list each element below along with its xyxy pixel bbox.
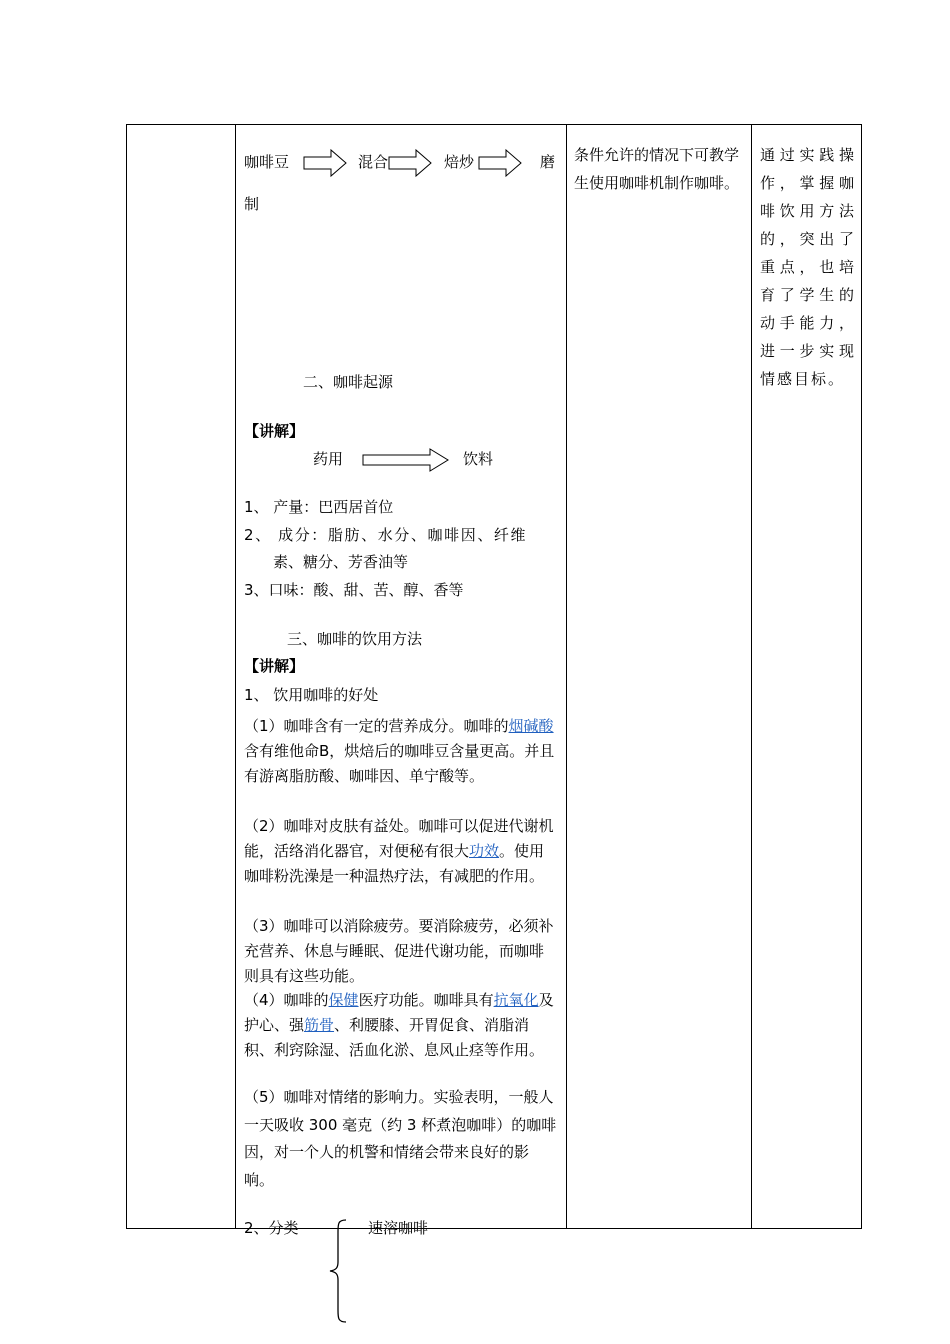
origin-from-label: 药用 (313, 450, 344, 468)
explain-label: 【讲解】 (244, 422, 305, 440)
antioxidant-link[interactable]: 抗氧化 (493, 991, 539, 1009)
column-divider-3 (751, 124, 752, 1229)
origin-item-ingredients-2: 素、糖分、芳香油等 (273, 553, 409, 571)
teaching-suggestion: 条件允许的情况下可教学生使用咖啡机制作咖啡。 (574, 146, 740, 192)
section-heading-drinking-methods: 三、咖啡的饮用方法 (287, 630, 423, 648)
benefits-subheading: 1、 饮用咖啡的好处 (244, 686, 379, 704)
column-divider-2 (566, 124, 567, 1229)
table-left-border (126, 124, 127, 1229)
benefit-paragraph-1: （1）咖啡含有一定的营养成分。咖啡的烟碱酸含有维他命B，烘焙后的咖啡豆含量更高。并且有游离脂肪酸、咖啡因、单宁酸等。 (244, 717, 555, 785)
origin-item-production: 1、 产量：巴西居首位 (244, 498, 394, 516)
flow-arrow-icon (388, 149, 432, 177)
benefit-paragraph-5: （5）咖啡对情绪的影响力。实验表明，一般人一天吸收 300 毫克（约 3 杯煮泡咖啡）的咖啡因，对一个人的机警和情绪会带来良好的影响。 (244, 1088, 557, 1189)
benefit-paragraph-3: （3）咖啡可以消除疲劳。要消除疲劳，必须补充营养、休息与睡眠、促进代谢功能，而咖啡则具有这些功能。 (244, 917, 554, 985)
origin-arrow-icon (362, 448, 450, 472)
niacin-link[interactable]: 烟碱酸 (508, 717, 554, 735)
flow-step-grind-2: 制 (244, 195, 260, 213)
efficacy-link[interactable]: 功效 (469, 842, 500, 860)
flow-step-coffee-bean: 咖啡豆 (244, 153, 290, 171)
origin-to-label: 饮料 (463, 450, 494, 468)
flow-arrow-icon (303, 149, 347, 177)
origin-item-ingredients-1: 2、 成分：脂肪、水分、咖啡因、纤维 (244, 526, 528, 544)
benefit-paragraph-4: （4）咖啡的保健医疗功能。咖啡具有抗氧化及护心、强筋骨、利腰膝、开胃促食、消脂消积、利窍除湿、活血化淤、息风止痉等作用。 (244, 991, 554, 1059)
flow-step-grind-1: 磨 (540, 153, 556, 171)
flow-arrow-icon (478, 149, 522, 177)
category-instant-coffee: 速溶咖啡 (368, 1219, 429, 1237)
section-heading-origin: 二、咖啡起源 (303, 373, 394, 391)
origin-item-taste: 3、口味：酸、甜、苦、醇、香等 (244, 581, 464, 599)
health-care-link[interactable]: 保健 (328, 991, 359, 1009)
column-divider-1 (235, 124, 236, 1229)
bones-link[interactable]: 筋骨 (304, 1016, 335, 1034)
brace-icon (326, 1218, 350, 1324)
flow-step-roast: 焙炒 (444, 153, 475, 171)
flow-step-blend: 混合 (358, 153, 389, 171)
explain-label: 【讲解】 (244, 657, 305, 675)
design-intent: 通过实践操作，掌握咖啡饮用方法的，突出了重点，也培育了学生的动手能力，进一步实现情感目标。 (760, 146, 856, 388)
table-right-border (861, 124, 862, 1229)
benefit-paragraph-2: （2）咖啡对皮肤有益处。咖啡可以促进代谢机能，活络消化器官，对便秘有很大功效。使用咖啡粉洗澡是一种温热疗法，有减肥的作用。 (244, 817, 554, 885)
classification-subheading: 2、分类 (244, 1219, 299, 1237)
